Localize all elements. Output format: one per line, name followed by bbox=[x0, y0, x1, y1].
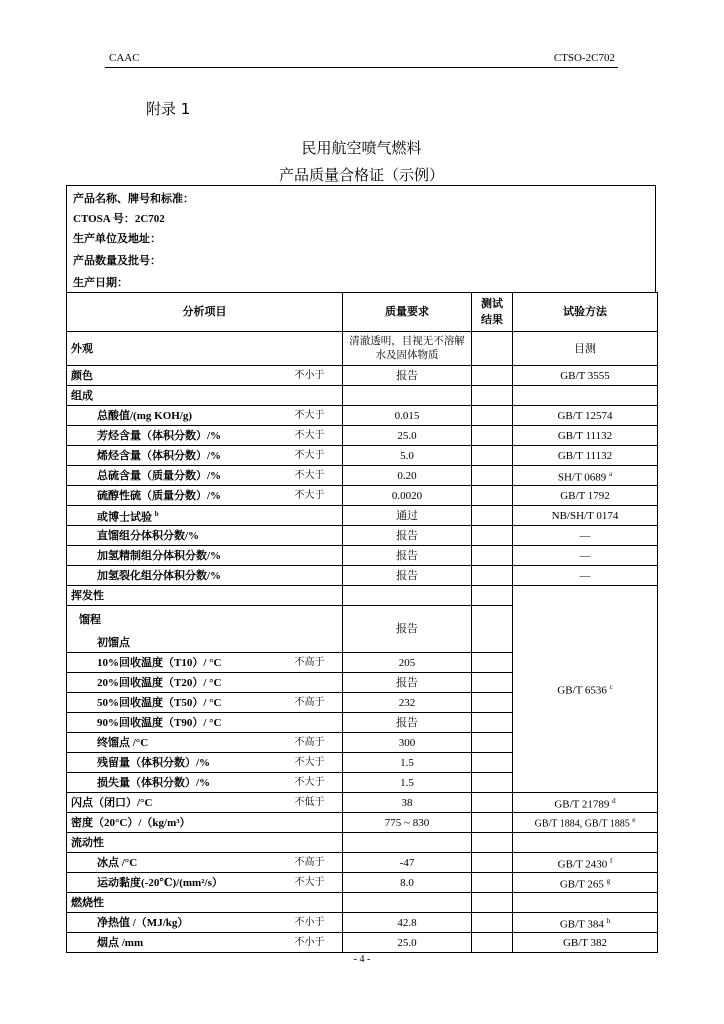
row-method: GB/T 11132 bbox=[513, 426, 658, 446]
row-item: 残留量（体积分数）/% bbox=[67, 753, 293, 773]
row-result[interactable] bbox=[472, 506, 513, 526]
row-result[interactable] bbox=[472, 913, 513, 933]
footnote-marker: e bbox=[632, 816, 636, 825]
row-result[interactable] bbox=[472, 853, 513, 873]
row-result[interactable] bbox=[472, 733, 513, 753]
table-header-row bbox=[67, 293, 658, 332]
row-limit: 不小于 bbox=[293, 366, 343, 386]
table-row bbox=[67, 526, 658, 546]
row-item: 净热值 /（MJ/kg） bbox=[67, 913, 293, 933]
header-left: CAAC bbox=[109, 52, 140, 64]
row-method: GB/T 265 $^g$ bbox=[513, 873, 658, 893]
row-result[interactable] bbox=[472, 933, 513, 953]
header-right: CTSO-2C702 bbox=[553, 52, 615, 64]
table-row bbox=[67, 546, 658, 566]
table-row bbox=[67, 332, 658, 366]
row-item: 总硫含量（质量分数）/% bbox=[67, 466, 293, 486]
row-limit: 不高于 bbox=[293, 653, 343, 673]
row-requirement: 报告 bbox=[343, 606, 472, 653]
row-requirement: 清澈透明，目视无不溶解水及固体物质 bbox=[343, 332, 472, 366]
row-item: 50%回收温度（T50）/ °C bbox=[67, 693, 293, 713]
table-row bbox=[67, 506, 658, 526]
footnote-marker: a bbox=[609, 469, 613, 478]
row-item: 外观 bbox=[67, 332, 343, 366]
table-row bbox=[67, 853, 658, 873]
row-method: GB/T 384 $^h$ bbox=[513, 913, 658, 933]
document-title: 民用航空喷气燃料 bbox=[301, 139, 422, 157]
table-row bbox=[67, 406, 658, 426]
table-row bbox=[67, 586, 658, 606]
header-item: 分析项目 bbox=[67, 293, 343, 332]
table-row bbox=[67, 446, 658, 466]
row-limit: 不大于 bbox=[293, 486, 343, 506]
row-result[interactable] bbox=[472, 486, 513, 506]
header-method: 试验方法 bbox=[513, 293, 658, 332]
row-method: GB/T 3555 bbox=[513, 366, 658, 386]
row-result[interactable] bbox=[472, 813, 513, 833]
product-info-box bbox=[66, 185, 656, 293]
row-requirement: 报告 bbox=[343, 526, 472, 546]
quality-table bbox=[66, 292, 658, 953]
row-limit: 不大于 bbox=[293, 446, 343, 466]
row-result[interactable] bbox=[472, 332, 513, 366]
row-result[interactable] bbox=[472, 653, 513, 673]
row-limit: 不大于 bbox=[293, 873, 343, 893]
row-item: 颜色 bbox=[67, 366, 293, 386]
table-row bbox=[67, 813, 658, 833]
row-limit: 不小于 bbox=[293, 913, 343, 933]
row-result[interactable] bbox=[472, 773, 513, 793]
row-result[interactable] bbox=[472, 426, 513, 446]
header-requirement: 质量要求 bbox=[343, 293, 472, 332]
appendix-label: 附录 1 bbox=[146, 100, 191, 118]
footnote-marker: h bbox=[606, 916, 611, 925]
row-requirement: 232 bbox=[343, 693, 472, 713]
row-item: 芳烃含量（体积分数）/% bbox=[67, 426, 293, 446]
row-limit: 不低于 bbox=[293, 793, 343, 813]
row-requirement: 0.0020 bbox=[343, 486, 472, 506]
row-result[interactable] bbox=[472, 793, 513, 813]
row-item: 闪点（闭口）/°C bbox=[67, 793, 293, 813]
row-requirement: 1.5 bbox=[343, 753, 472, 773]
row-requirement: 报告 bbox=[343, 366, 472, 386]
row-limit: 不高于 bbox=[293, 733, 343, 753]
row-requirement: 报告 bbox=[343, 566, 472, 586]
row-result[interactable] bbox=[472, 366, 513, 386]
row-requirement: 205 bbox=[343, 653, 472, 673]
row-method: — bbox=[513, 566, 658, 586]
row-requirement: 25.0 bbox=[343, 426, 472, 446]
row-method: NB/SH/T 0174 bbox=[513, 506, 658, 526]
table-row bbox=[67, 793, 658, 813]
row-item: 损失量（体积分数）/% bbox=[67, 773, 293, 793]
row-item: 冰点 /°C bbox=[67, 853, 293, 873]
row-requirement: 报告 bbox=[343, 546, 472, 566]
row-result[interactable] bbox=[472, 406, 513, 426]
row-item: 10%回收温度（T10）/ °C bbox=[67, 653, 293, 673]
section-label: 挥发性 bbox=[67, 586, 343, 606]
row-method: GB/T 1884, GB/T 1885 $^e$ bbox=[513, 813, 658, 833]
info-quantity-batch: 产品数量及批号： bbox=[73, 255, 161, 267]
section-label: 燃烧性 bbox=[67, 893, 343, 913]
row-method: SH/T 0689 $^a$ bbox=[513, 466, 658, 486]
row-requirement: 25.0 bbox=[343, 933, 472, 953]
row-result[interactable] bbox=[472, 753, 513, 773]
row-item: 直馏组分体积分数/% bbox=[67, 526, 343, 546]
section-label: 馏程 bbox=[67, 606, 343, 634]
row-result[interactable] bbox=[472, 546, 513, 566]
table-row bbox=[67, 873, 658, 893]
header-result: 测试结果 bbox=[472, 293, 513, 332]
row-requirement: 0.015 bbox=[343, 406, 472, 426]
row-item: 烯烃含量（体积分数）/% bbox=[67, 446, 293, 466]
footnote-marker: f bbox=[610, 856, 613, 865]
row-item: 加氢裂化组分体积分数/% bbox=[67, 566, 343, 586]
table-row bbox=[67, 466, 658, 486]
footnote-marker: c bbox=[609, 683, 613, 692]
table-row bbox=[67, 566, 658, 586]
row-requirement: 38 bbox=[343, 793, 472, 813]
row-limit: 不大于 bbox=[293, 406, 343, 426]
row-limit: 不大于 bbox=[293, 426, 343, 446]
row-method: GB/T 11132 bbox=[513, 446, 658, 466]
table-row bbox=[67, 933, 658, 953]
row-result[interactable] bbox=[472, 526, 513, 546]
row-limit: 不小于 bbox=[293, 933, 343, 953]
row-requirement: 775 ~ 830 bbox=[343, 813, 472, 833]
header-divider bbox=[105, 67, 618, 68]
row-limit: 不高于 bbox=[293, 853, 343, 873]
row-item: 运动黏度(-20℃)/(mm²/s） bbox=[67, 873, 293, 893]
row-item: 20%回收温度（T20）/ °C bbox=[67, 673, 343, 693]
row-requirement: 300 bbox=[343, 733, 472, 753]
row-requirement: 8.0 bbox=[343, 873, 472, 893]
row-item: 密度（20°C）/（kg/m³） bbox=[67, 813, 343, 833]
row-requirement: -47 bbox=[343, 853, 472, 873]
row-method: GB/T 382 bbox=[513, 933, 658, 953]
section-label: 流动性 bbox=[67, 833, 343, 853]
row-item: 加氢精制组分体积分数/% bbox=[67, 546, 343, 566]
info-producer: 生产单位及地址： bbox=[73, 233, 161, 245]
row-result[interactable] bbox=[472, 606, 513, 653]
row-requirement: 5.0 bbox=[343, 446, 472, 466]
row-method: — bbox=[513, 546, 658, 566]
row-item: 烟点 /mm bbox=[67, 933, 293, 953]
table-row bbox=[67, 486, 658, 506]
table-row bbox=[67, 893, 658, 913]
row-result[interactable] bbox=[472, 673, 513, 693]
row-limit: 不大于 bbox=[293, 773, 343, 793]
table-row bbox=[67, 386, 658, 406]
footnote-marker: g bbox=[606, 876, 611, 885]
row-method: — bbox=[513, 526, 658, 546]
footnote-marker: d bbox=[612, 796, 616, 805]
footnote-marker: b bbox=[154, 509, 159, 518]
row-item: 或博士试验 $^b$ bbox=[67, 506, 343, 526]
row-requirement: 报告 bbox=[343, 673, 472, 693]
row-method: GB/T 2430 $^f$ bbox=[513, 853, 658, 873]
row-requirement: 通过 bbox=[343, 506, 472, 526]
table-row bbox=[67, 366, 658, 386]
table-row bbox=[67, 913, 658, 933]
row-result[interactable] bbox=[472, 873, 513, 893]
info-production-date: 生产日期： bbox=[73, 277, 128, 289]
info-ctsoa-number: CTOSA 号：2C702 bbox=[73, 213, 165, 225]
row-result[interactable] bbox=[472, 566, 513, 586]
row-requirement: 0.20 bbox=[343, 466, 472, 486]
row-requirement: 1.5 bbox=[343, 773, 472, 793]
row-method: GB/T 1792 bbox=[513, 486, 658, 506]
row-result[interactable] bbox=[472, 466, 513, 486]
section-label: 组成 bbox=[67, 386, 343, 406]
document-subtitle: 产品质量合格证（示例） bbox=[278, 166, 444, 184]
row-item: 总酸值/(mg KOH/g) bbox=[67, 406, 293, 426]
row-method: GB/T 21789 $^d$ bbox=[513, 793, 658, 813]
row-result[interactable] bbox=[472, 713, 513, 733]
row-item: 硫醇性硫（质量分数）/% bbox=[67, 486, 293, 506]
row-item: 初馏点 bbox=[67, 633, 343, 653]
row-requirement: 报告 bbox=[343, 713, 472, 733]
row-result[interactable] bbox=[472, 446, 513, 466]
table-row bbox=[67, 833, 658, 853]
row-result[interactable] bbox=[472, 693, 513, 713]
table-row bbox=[67, 426, 658, 446]
row-limit: 不高于 bbox=[293, 693, 343, 713]
row-limit: 不大于 bbox=[293, 753, 343, 773]
row-method: 目测 bbox=[513, 332, 658, 366]
row-limit: 不大于 bbox=[293, 466, 343, 486]
page-number: - 4 - bbox=[353, 954, 371, 965]
row-requirement: 42.8 bbox=[343, 913, 472, 933]
row-item: 90%回收温度（T90）/ °C bbox=[67, 713, 343, 733]
row-method: GB/T 6536 $^c$ bbox=[513, 586, 658, 793]
info-product-name: 产品名称、牌号和标准： bbox=[73, 193, 194, 205]
row-item: 终馏点 /°C bbox=[67, 733, 293, 753]
row-method: GB/T 12574 bbox=[513, 406, 658, 426]
